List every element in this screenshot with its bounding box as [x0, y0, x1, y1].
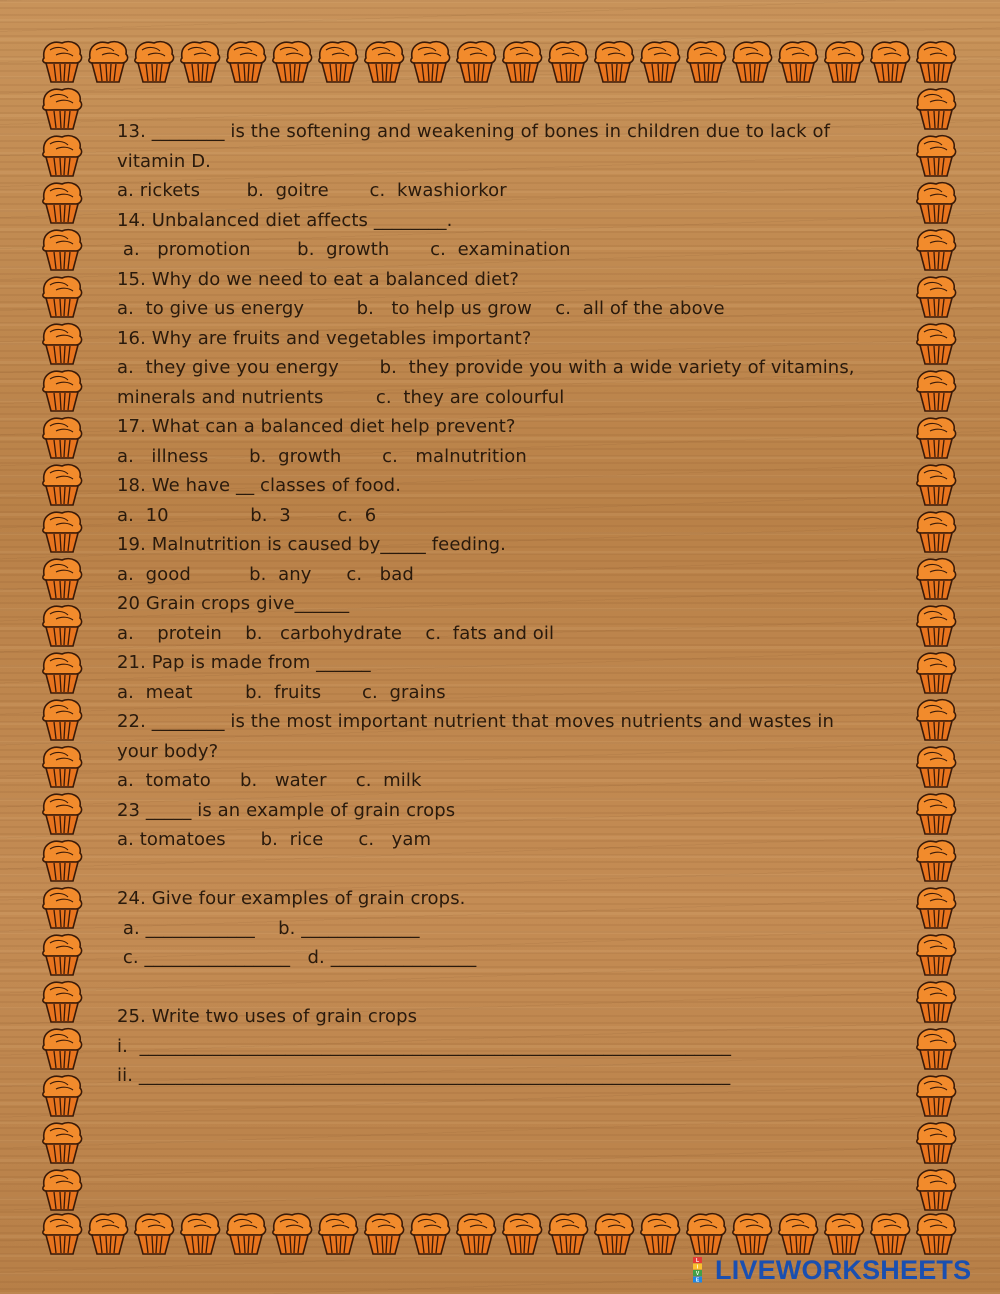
- muffin-icon: [917, 1076, 956, 1116]
- question-text: 16. Why are fruits and vegetables important?: [117, 327, 532, 349]
- muffin-icon: [43, 183, 82, 223]
- liveworksheets-logo-icon: [693, 1257, 713, 1283]
- answer-options[interactable]: a. rickets b. goitre c. kwashiorkor: [117, 180, 507, 201]
- muffin-icon: [687, 42, 726, 82]
- muffin-icon: [917, 1029, 956, 1069]
- muffin-icon: [871, 1214, 910, 1254]
- muffin-icon: [365, 42, 404, 82]
- answer-options[interactable]: a. they give you energy b. they provide you with a wide variety of vitamins, minerals and nutrients c. they are colourful: [117, 357, 861, 408]
- muffin-icon: [917, 89, 956, 129]
- muffin-icon: [43, 277, 82, 317]
- muffin-icon: [917, 324, 956, 364]
- question-21: [117, 648, 862, 707]
- muffin-icon: [43, 653, 82, 693]
- question-text: 18. We have __ classes of food.: [117, 475, 402, 496]
- question-17: [117, 412, 862, 471]
- question-20: [117, 589, 862, 648]
- question-text: 15. Why do we need to eat a balanced diet?: [117, 268, 520, 290]
- muffin-icon: [733, 42, 772, 82]
- muffin-icon: [319, 42, 358, 82]
- muffin-icon: [917, 888, 956, 928]
- answer-options[interactable]: a. to give us energy b. to help us grow c. all of the above: [117, 298, 725, 319]
- muffin-icon: [917, 1214, 956, 1254]
- logo-letter: L: [695, 1258, 700, 1264]
- question-text: 22. ________ is the most important nutrient that moves nutrients and wastes in your body?: [117, 711, 835, 762]
- muffin-icon: [181, 42, 220, 82]
- muffin-icon: [273, 42, 312, 82]
- muffin-icon: [43, 1214, 82, 1254]
- muffin-icon: [43, 230, 82, 270]
- muffin-icon: [917, 700, 956, 740]
- liveworksheets-logo[interactable]: [693, 1254, 971, 1286]
- muffin-icon: [917, 794, 956, 834]
- muffin-icon: [917, 371, 956, 411]
- logo-letter: V: [695, 1271, 700, 1277]
- muffin-icon: [319, 1214, 358, 1254]
- muffin-icon: [411, 1214, 450, 1254]
- muffin-icon: [43, 1170, 82, 1210]
- answer-blank-line[interactable]: i. _________________________________________________________________: [117, 1035, 732, 1057]
- muffin-icon: [89, 1214, 128, 1254]
- muffin-icon: [917, 747, 956, 787]
- muffin-icon: [43, 136, 82, 176]
- question-text: 20 Grain crops give______: [117, 593, 350, 614]
- muffin-icon: [641, 1214, 680, 1254]
- muffin-icon: [917, 841, 956, 881]
- muffin-icon: [733, 1214, 772, 1254]
- muffin-icon: [917, 1123, 956, 1163]
- question-14: [117, 206, 862, 265]
- muffin-icon: [227, 42, 266, 82]
- muffin-icon: [457, 1214, 496, 1254]
- muffin-icon: [43, 982, 82, 1022]
- muffin-icon: [43, 747, 82, 787]
- answer-options[interactable]: a. protein b. carbohydrate c. fats and oil: [117, 622, 555, 644]
- muffin-icon: [43, 42, 82, 82]
- muffin-icon: [503, 42, 542, 82]
- muffin-icon: [917, 559, 956, 599]
- answer-options[interactable]: a. illness b. growth c. malnutrition: [117, 445, 527, 467]
- question-text: 17. What can a balanced diet help prevent?: [117, 416, 516, 437]
- question-text: 24. Give four examples of grain crops.: [117, 888, 466, 909]
- question-24: [117, 884, 862, 973]
- muffin-icon: [43, 559, 82, 599]
- muffin-icon: [135, 1214, 174, 1254]
- muffin-icon: [917, 1170, 956, 1210]
- muffin-icon: [43, 700, 82, 740]
- muffin-icon: [917, 230, 956, 270]
- question-22: [117, 707, 862, 796]
- muffin-icon: [227, 1214, 266, 1254]
- question-19: [117, 530, 862, 589]
- muffin-icon: [43, 1029, 82, 1069]
- muffin-icon: [825, 42, 864, 82]
- muffin-icon: [641, 42, 680, 82]
- muffin-icon: [89, 42, 128, 82]
- muffin-icon: [595, 1214, 634, 1254]
- muffin-icon: [457, 42, 496, 82]
- muffin-icon: [43, 1076, 82, 1116]
- muffin-icon: [273, 1214, 312, 1254]
- spacer: [117, 855, 862, 885]
- muffin-icon: [549, 42, 588, 82]
- muffin-icon: [43, 606, 82, 646]
- question-18: [117, 471, 862, 530]
- muffin-icon: [503, 1214, 542, 1254]
- muffin-icon: [917, 183, 956, 223]
- muffin-icon: [43, 418, 82, 458]
- muffin-icon: [595, 42, 634, 82]
- answer-options[interactable]: a. 10 b. 3 c. 6: [117, 504, 377, 526]
- muffin-icon: [687, 1214, 726, 1254]
- question-25: [117, 1002, 862, 1091]
- question-23: [117, 796, 862, 855]
- liveworksheets-logo-text: LIVEWORKSHEETS: [715, 1254, 972, 1285]
- question-text: 13. ________ is the softening and weakening of bones in children due to lack of vitamin D.: [117, 121, 831, 172]
- worksheet-content: [117, 117, 862, 1091]
- muffin-icon: [917, 653, 956, 693]
- muffin-icon: [917, 982, 956, 1022]
- question-15: [117, 265, 862, 324]
- muffin-icon: [779, 42, 818, 82]
- muffin-icon: [917, 512, 956, 552]
- muffin-icon: [411, 42, 450, 82]
- muffin-icon: [779, 1214, 818, 1254]
- answer-options[interactable]: a. promotion b. growth c. examination: [117, 239, 571, 260]
- muffin-icon: [43, 935, 82, 975]
- muffin-icon: [917, 136, 956, 176]
- muffin-icon: [825, 1214, 864, 1254]
- muffin-icon: [917, 935, 956, 975]
- muffin-icon: [871, 42, 910, 82]
- muffin-icon: [43, 794, 82, 834]
- answer-blank-row[interactable]: c. ________________ d. ________________: [117, 947, 477, 968]
- logo-letter: I: [696, 1264, 699, 1271]
- muffin-icon: [43, 324, 82, 364]
- question-text: 19. Malnutrition is caused by_____ feeding.: [117, 534, 506, 555]
- answer-options[interactable]: a. good b. any c. bad: [117, 563, 414, 585]
- muffin-icon: [181, 1214, 220, 1254]
- answer-blank-line[interactable]: ii. _________________________________________________________________: [117, 1065, 731, 1086]
- muffin-icon: [917, 606, 956, 646]
- muffin-icon: [365, 1214, 404, 1254]
- answer-blank-row[interactable]: a. ____________ b. _____________: [117, 917, 420, 939]
- muffin-icon: [917, 277, 956, 317]
- muffin-icon: [917, 418, 956, 458]
- muffin-icon: [43, 89, 82, 129]
- muffin-icon: [917, 42, 956, 82]
- muffin-icon: [43, 1123, 82, 1163]
- question-16: [117, 324, 862, 413]
- answer-options[interactable]: a. tomato b. water c. milk: [117, 770, 422, 791]
- answer-options[interactable]: a. meat b. fruits c. grains: [117, 681, 446, 703]
- question-text: 21. Pap is made from ______: [117, 652, 371, 673]
- muffin-icon: [43, 371, 82, 411]
- muffin-icon: [135, 42, 174, 82]
- question-text: 25. Write two uses of grain crops: [117, 1006, 418, 1027]
- muffin-icon: [917, 465, 956, 505]
- muffin-icon: [549, 1214, 588, 1254]
- spacer: [117, 973, 862, 1003]
- muffin-icon: [43, 512, 82, 552]
- question-text: 14. Unbalanced diet affects ________.: [117, 209, 453, 231]
- muffin-icon: [43, 841, 82, 881]
- answer-options[interactable]: a. tomatoes b. rice c. yam: [117, 829, 432, 850]
- logo-letter: E: [695, 1277, 700, 1283]
- muffin-icon: [43, 465, 82, 505]
- question-text: 23 _____ is an example of grain crops: [117, 799, 456, 821]
- question-13: [117, 117, 862, 206]
- muffin-icon: [43, 888, 82, 928]
